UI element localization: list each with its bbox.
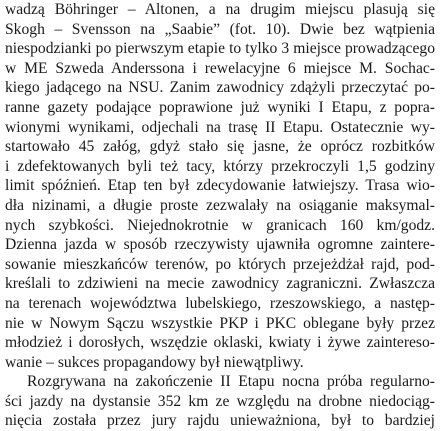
text-line: na terenach województwa lubelskiego, rzeszowskiego, a następ- [5,294,435,312]
text-line: dła nizinami, a długie proste zezwalały na osiąganie maksymal- [5,196,435,214]
text-line: ranne gazety podające poprawione już wyniki I Etapu, z popra- [5,98,435,116]
text-line: nięcia została przez jury rajdu unieważniona, był to bardziej [5,412,435,430]
text-line: limit spóźnień. Etap ten był zdecydowanie łatwiejszy. Trasa wio- [5,177,435,195]
text-line: startowało 45 załóg, gdyż stało się jasne, że oprócz rozbitków [5,138,435,156]
text-line: nych szybkości. Niejednokrotnie w granicach 160 km/godz. [5,216,435,234]
text-line: w ME Szweda Anderssona i rewelacyjne 6 miejsce M. Sochac- [5,59,435,77]
text-line: kreślali to zdziwieni na mecie zawodnicy zagraniczni. Zwłaszcza [5,275,435,293]
text-line: sowanie mieszkańców terenów, po których przejeżdżał rajd, pod- [5,255,435,273]
text-line: Skogh – Svensson na „Saabie” (fot. 10). Dwie bez wątpienia [5,20,435,38]
text-line: Dzienna jazda w sposób rzeczywisty ujawniła ogromne zaintere- [5,236,435,254]
text-line: ści jazdy na dystansie 352 km ze względu na drobne niedociąg- [5,392,435,410]
text-line: wionymi wynikami, odjechali na trasę II Etapu. Ostatecznie wy- [5,118,435,136]
text-line: Rozgrywana na zakończenie II Etapu nocna próba regularno- [27,373,435,391]
text-line: niespodzianki po pierwszym etapie to tylko 3 miejsce prowadzącego [5,40,435,58]
text-line: wanie – sukces propagandowy był niewątpliwy. [5,353,304,371]
text-line: i zdefektowanych byli też tacy, którzy przekroczyli 1,5 godziny [5,157,435,175]
text-line: młodzież i dorosłych, wszędzie oklaski, kwiaty i żywe zaintereso- [5,334,435,352]
article-text [5,0,435,431]
text-line: wadzą Böhringer – Altonen, a na drugim miejscu plasują się [5,1,435,18]
text-line: kiego jadącego na NSU. Zanim zawodnicy zdążyli przeczytać po- [5,79,435,97]
text-line: nie w Nowym Sączu wszystkie PKP i PKC oblegane były przez [5,314,435,332]
